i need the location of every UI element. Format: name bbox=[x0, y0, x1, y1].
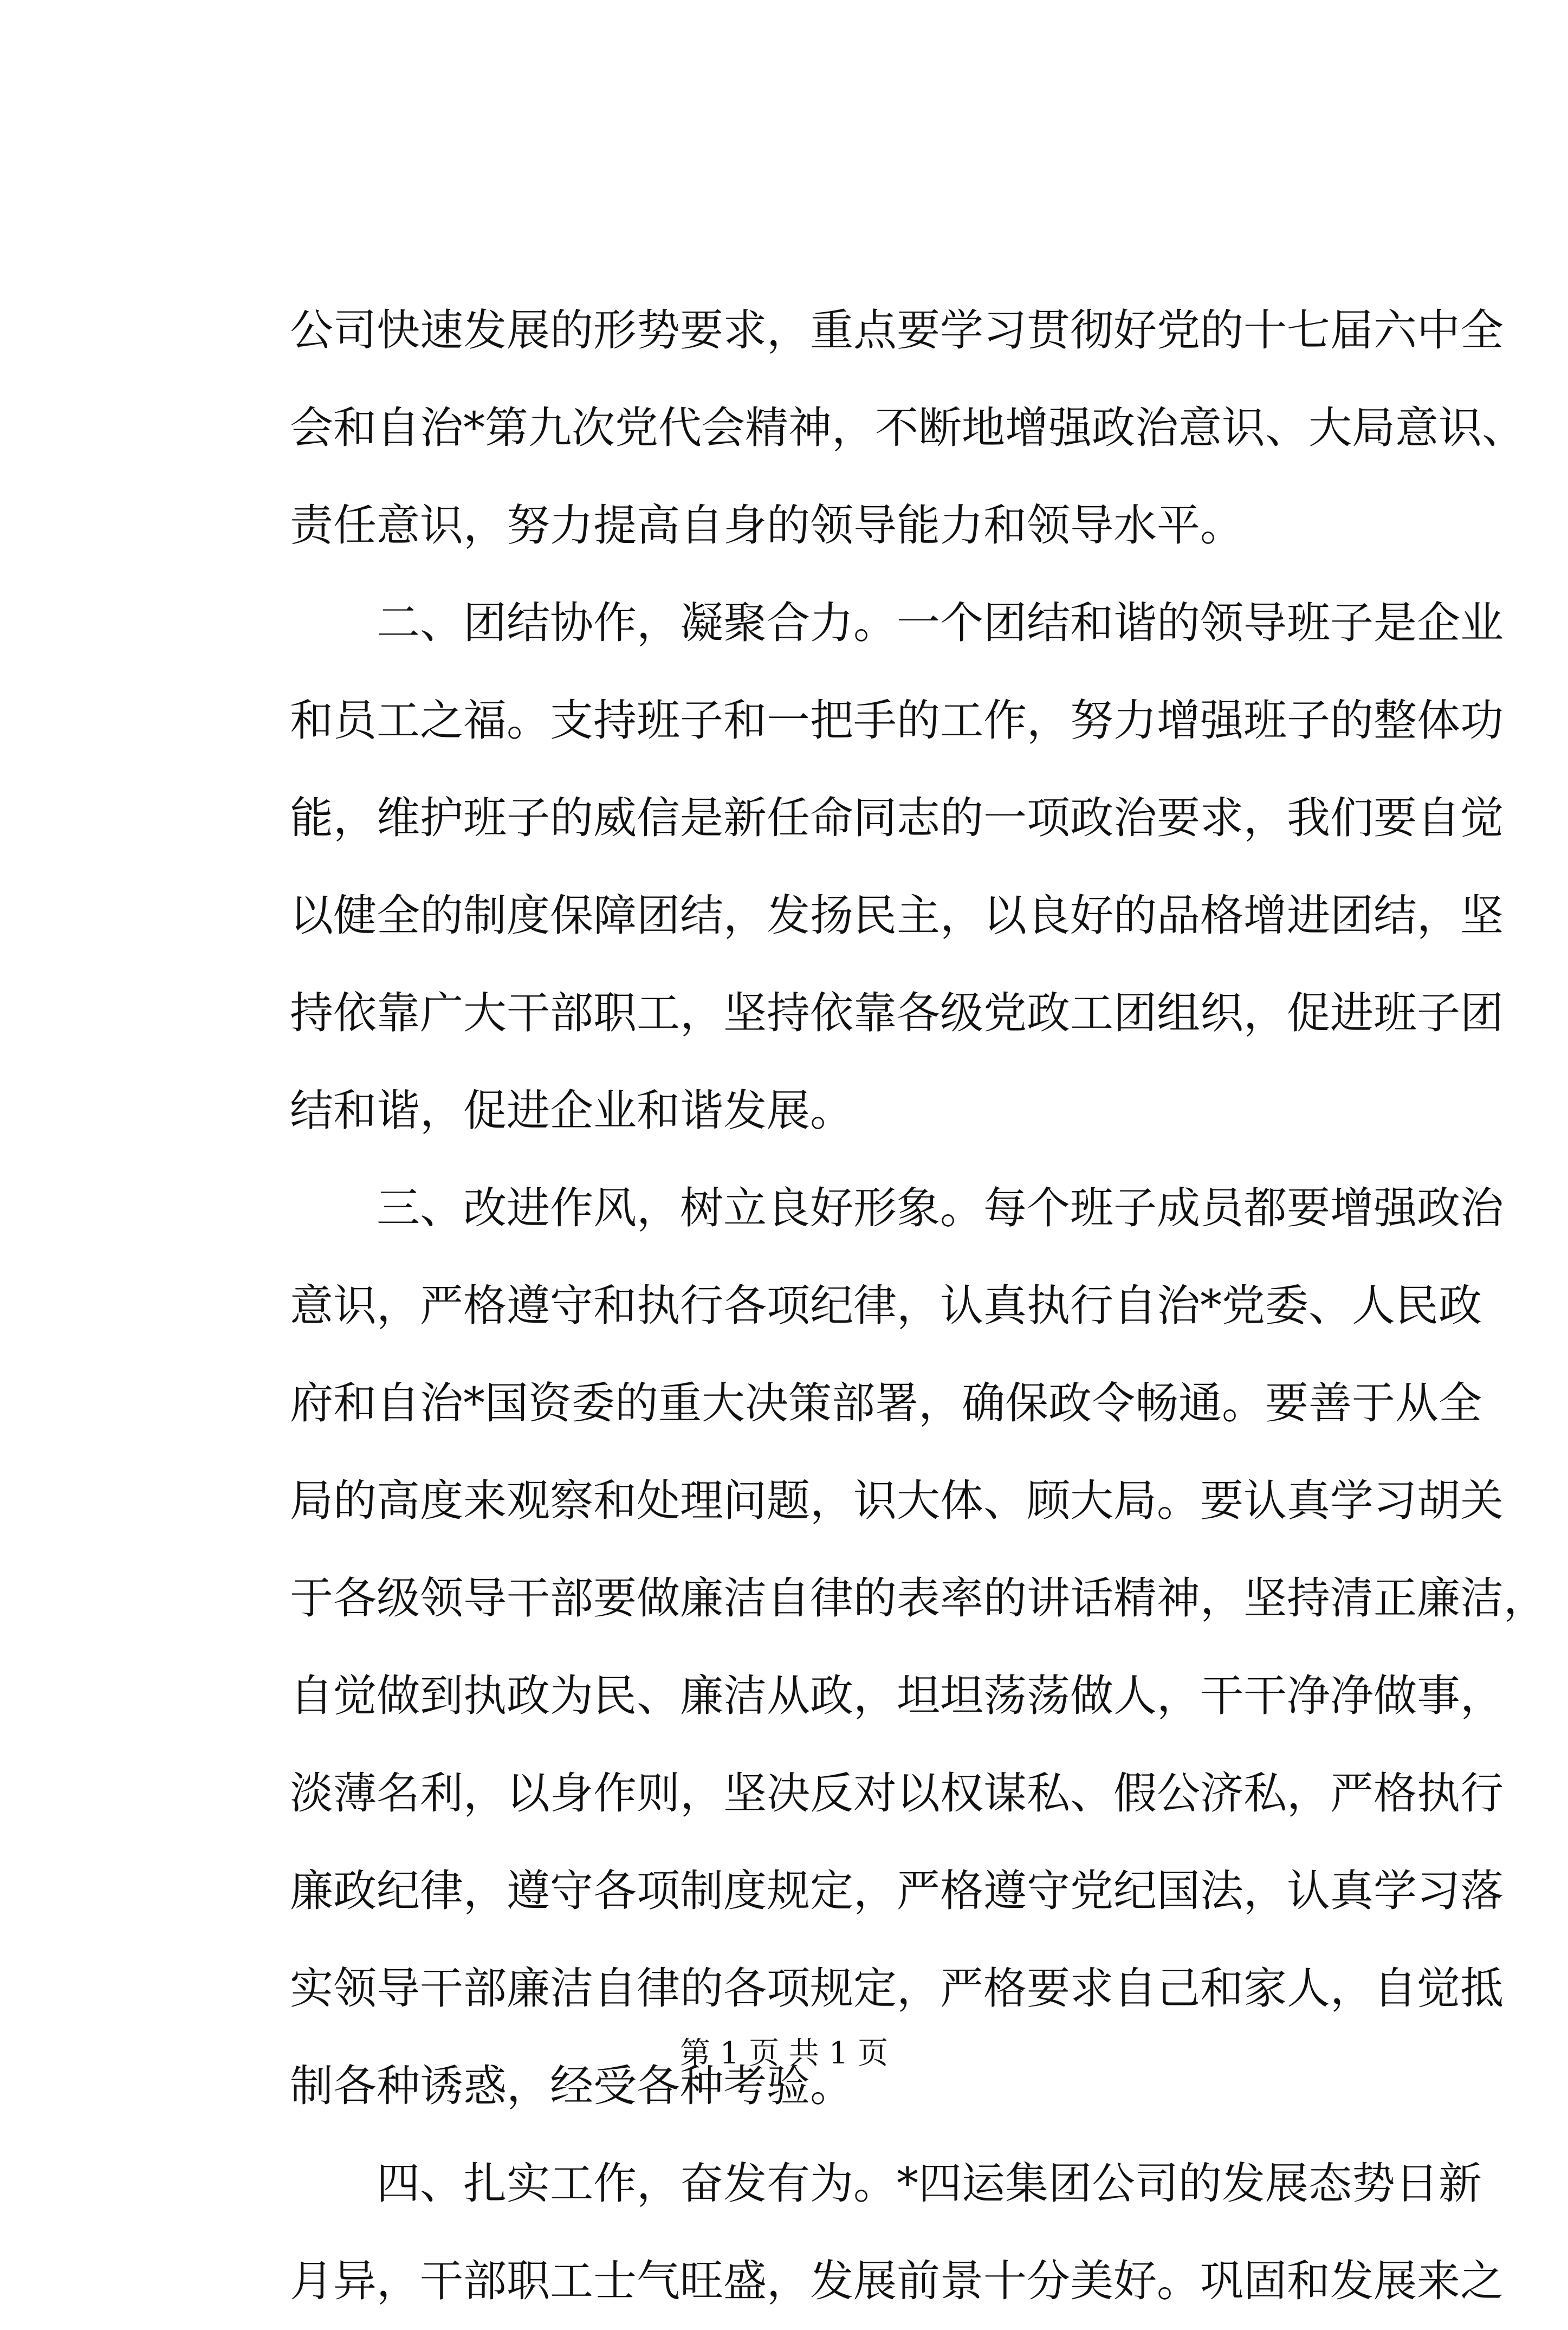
text-line: 能，维护班子的威信是新任命同志的一项政治要求，我们要自觉 bbox=[290, 793, 1504, 843]
text-line: 意识，严格遵守和执行各项纪律，认真执行自治*党委、人民政 bbox=[290, 1280, 1482, 1331]
text-line: 府和自治*国资委的重大决策部署，确保政令畅通。要善于从全 bbox=[290, 1378, 1482, 1428]
text-line: 责任意识，努力提高自身的领导能力和领导水平。 bbox=[290, 500, 1243, 551]
text-line: 二、团结协作，凝聚合力。一个团结和谐的领导班子是企业 bbox=[290, 598, 1504, 648]
text-line: 四、扎实工作，奋发有为。*四运集团公司的发展态势日新 bbox=[290, 2158, 1482, 2209]
text-line: 廉政纪律，遵守各项制度规定，严格遵守党纪国法，认真学习落 bbox=[290, 1866, 1504, 1916]
body-text bbox=[290, 282, 1547, 2330]
text-line: 和员工之福。支持班子和一把手的工作，努力增强班子的整体功 bbox=[290, 695, 1504, 746]
text-line: 会和自治*第九次党代会精神，不断地增强政治意识、大局意识、 bbox=[290, 403, 1525, 453]
text-line: 局的高度来观察和处理问题，识大体、顾大局。要认真学习胡关 bbox=[290, 1475, 1504, 1526]
text-line: 制各种诱惑，经受各种考验。 bbox=[290, 2061, 853, 2111]
text-line: 实领导干部廉洁自律的各项规定，严格要求自己和家人，自觉抵 bbox=[290, 1963, 1504, 2014]
text-line: 月异，干部职工士气旺盛，发展前景十分美好。巩固和发展来之 bbox=[290, 2256, 1504, 2306]
text-line: 以健全的制度保障团结，发扬民主，以良好的品格增进团结，坚 bbox=[290, 890, 1504, 941]
text-line: 公司快速发展的形势要求，重点要学习贯彻好党的十七届六中全 bbox=[290, 305, 1504, 355]
text-line: 淡薄名利，以身作则，坚决反对以权谋私、假公济私，严格执行 bbox=[290, 1768, 1504, 1818]
text-line: 三、改进作风，树立良好形象。每个班子成员都要增强政治 bbox=[290, 1183, 1504, 1233]
text-line: 自觉做到执政为民、廉洁从政，坦坦荡荡做人，干干净净做事， bbox=[290, 1671, 1504, 1721]
text-line: 于各级领导干部要做廉洁自律的表率的讲话精神，坚持清正廉洁， bbox=[290, 1573, 1547, 1623]
text-line: 持依靠广大干部职工，坚持依靠各级党政工团组织，促进班子团 bbox=[290, 988, 1504, 1038]
text-line: 结和谐，促进企业和谐发展。 bbox=[290, 1085, 853, 1136]
page-footer: 第 1 页 共 1 页 bbox=[679, 2036, 889, 2071]
